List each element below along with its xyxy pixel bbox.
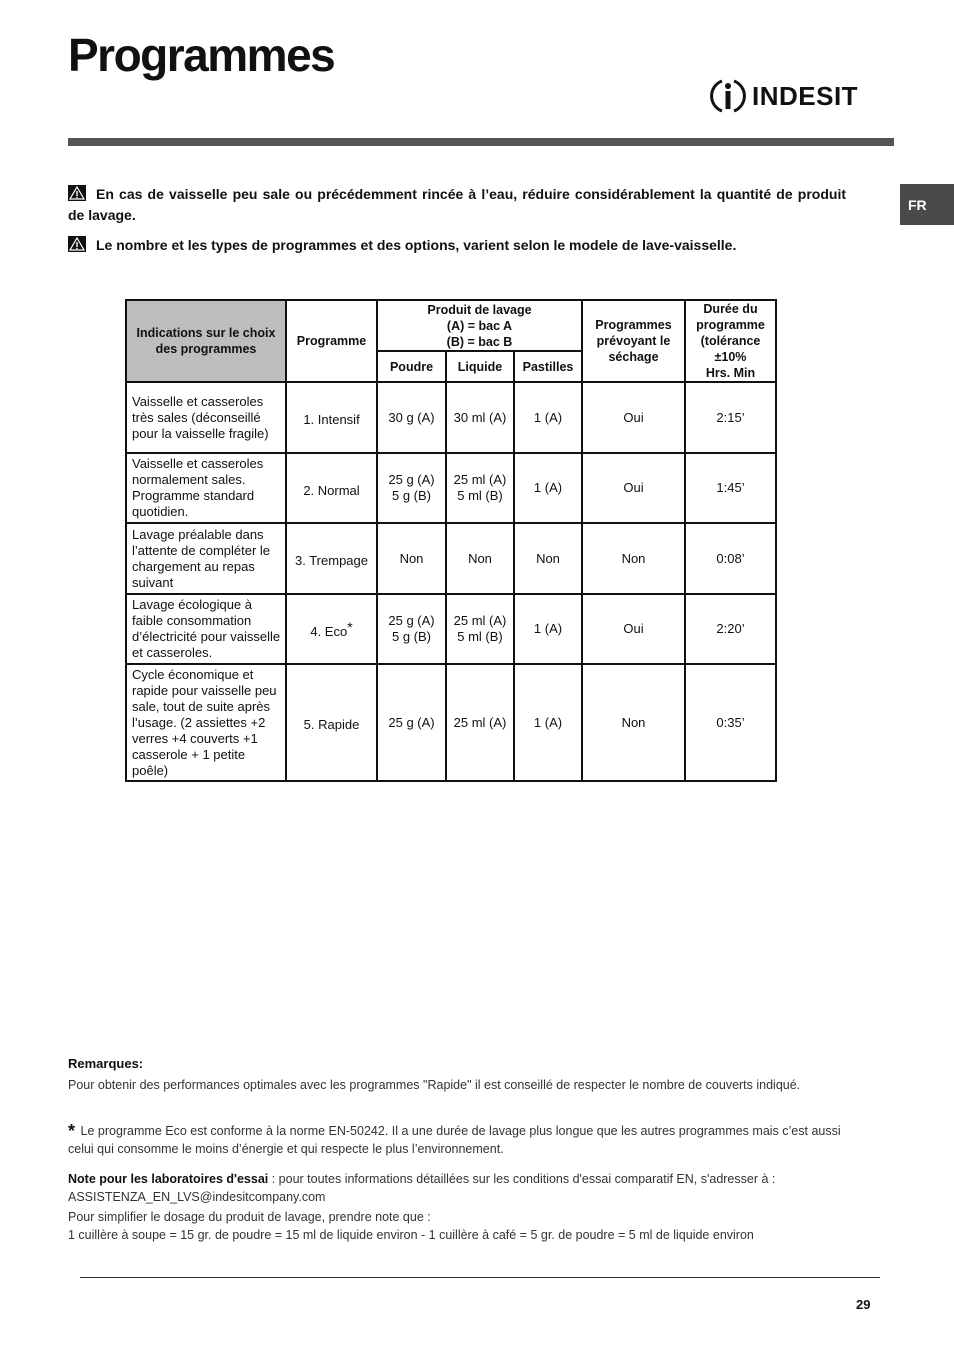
header-duree-line2: Hrs. Min: [705, 366, 756, 380]
row-liquide: 25 ml (A): [446, 664, 514, 781]
warning-1: [68, 185, 846, 225]
remark-dosage-line2: 1 cuillère à soupe = 15 gr. de poudre = 15 ml de liquide environ - 1 cuillère à café = 5 gr. de poudre = 5 ml de liquide environ: [68, 1228, 754, 1242]
row-sechage: Oui: [582, 594, 685, 664]
row-sechage: Non: [582, 523, 685, 594]
row-poudre: 25 g (A) 5 g (B): [377, 453, 446, 523]
row-duree: 0:08’: [685, 523, 776, 594]
row-pastilles: 1 (A): [514, 382, 582, 453]
row-duree: 1:45’: [685, 453, 776, 523]
indesit-logo-icon: [708, 76, 748, 116]
header-produit-line2: (A) = bac A: [446, 318, 513, 333]
header-liquide: Liquide: [446, 351, 514, 382]
page-title: Programmes: [68, 29, 335, 81]
header-poudre: Poudre: [377, 351, 446, 382]
row-pastilles: Non: [514, 523, 582, 594]
table-row: [126, 382, 776, 453]
row-programme: 5. Rapide: [286, 664, 377, 781]
remark-eco-text: Le programme Eco est conforme à la norme EN-50242. Il a une durée de lavage plus longue que les autres programmes mais c’est aussi celui qui consomme le moins d’énergie et qui respecte le plus l’environnement.: [68, 1124, 841, 1156]
header-indications: Indications sur le choix des programmes: [126, 300, 286, 382]
row-duree: 0:35’: [685, 664, 776, 781]
programmes-table: [125, 299, 777, 782]
row-sechage: Non: [582, 664, 685, 781]
asterisk-mark: *: [68, 1121, 76, 1141]
remark-dosage-line1: Pour simplifier le dosage du produit de lavage, prendre note que :: [68, 1210, 431, 1224]
row-liquide: Non: [446, 523, 514, 594]
remark-laboratoires: [68, 1170, 858, 1206]
row-pastilles: 1 (A): [514, 594, 582, 664]
row-programme: 3. Trempage: [286, 523, 377, 594]
row-liquide: 30 ml (A): [446, 382, 514, 453]
row-desc: Vaisselle et casseroles normalement sales. Programme standard quotidien.: [126, 453, 286, 523]
header-produit-line1: Produit de lavage: [427, 302, 532, 317]
row-poudre: 30 g (A): [377, 382, 446, 453]
table-row: [126, 523, 776, 594]
header-programme: Programme: [286, 300, 377, 382]
table-row: [126, 453, 776, 523]
warning-1-text: En cas de vaisselle peu sale ou précédemment rincée à l’eau, réduire considérablement la quantité de produit de lavage.: [68, 186, 846, 223]
row-poudre: 25 g (A) 5 g (B): [377, 594, 446, 664]
row-desc: Vaisselle et casseroles très sales (déconseillé pour la vaisselle fragile): [126, 382, 286, 453]
remark-rapide: Pour obtenir des performances optimales avec les programmes "Rapide" il est conseillé de respecter le nombre de couverts indiqué.: [68, 1078, 801, 1092]
row-desc: Cycle économique et rapide pour vaisselle peu sale, tout de suite après l’usage. (2 assiettes +2 verres +4 couverts +1 casserole + 1 petite poêle): [126, 664, 286, 781]
header-duree-line1: Durée du programme (tolérance ±10%: [696, 302, 765, 364]
language-tab: FR: [900, 184, 954, 225]
header-duree: [685, 300, 776, 382]
warning-triangle-icon: [68, 185, 86, 206]
row-liquide: 25 ml (A) 5 ml (B): [446, 453, 514, 523]
header-sechage: Programmes prévoyant le séchage: [582, 300, 685, 382]
remark-lab-label: Note pour les laboratoires d'essai: [68, 1172, 269, 1186]
row-programme: 2. Normal: [286, 453, 377, 523]
row-duree: 2:15’: [685, 382, 776, 453]
row-sechage: Oui: [582, 382, 685, 453]
header-rule: [68, 138, 894, 146]
row-sechage: Oui: [582, 453, 685, 523]
header-pastilles: Pastilles: [514, 351, 582, 382]
row-pastilles: 1 (A): [514, 664, 582, 781]
brand-logo: [708, 76, 858, 116]
row-poudre: 25 g (A): [377, 664, 446, 781]
row-programme: 4. Eco*: [286, 594, 377, 664]
warning-triangle-icon: [68, 236, 86, 257]
row-liquide: 25 ml (A) 5 ml (B): [446, 594, 514, 664]
table-row: [126, 594, 776, 664]
warning-2: [68, 236, 846, 257]
row-duree: 2:20’: [685, 594, 776, 664]
row-desc: Lavage écologique à faible consommation d’électricité pour vaisselle et casseroles.: [126, 594, 286, 664]
row-poudre: Non: [377, 523, 446, 594]
logo-wordmark: INDESIT: [752, 80, 859, 111]
footer-rule: [80, 1277, 880, 1278]
header-produit: [377, 300, 582, 351]
remarks-title: Remarques:: [68, 1056, 144, 1071]
row-desc: Lavage préalable dans l’attente de compléter le chargement au repas suivant: [126, 523, 286, 594]
table-row: [126, 664, 776, 781]
remark-dosage: [68, 1208, 858, 1244]
warning-2-text: Le nombre et les types de programmes et des options, varient selon le modele de lave-vaisselle.: [96, 237, 737, 253]
remark-eco: [68, 1122, 858, 1158]
remark-lab-text: : pour toutes informations détaillées sur les conditions d'essai comparatif EN, s'adresser à : ASSISTENZA_EN_LVS@indesitcompany.com: [68, 1172, 776, 1204]
row-programme: 1. Intensif: [286, 382, 377, 453]
header-produit-line3: (B) = bac B: [446, 334, 513, 349]
row-pastilles: 1 (A): [514, 453, 582, 523]
page-number: 29: [856, 1297, 871, 1312]
